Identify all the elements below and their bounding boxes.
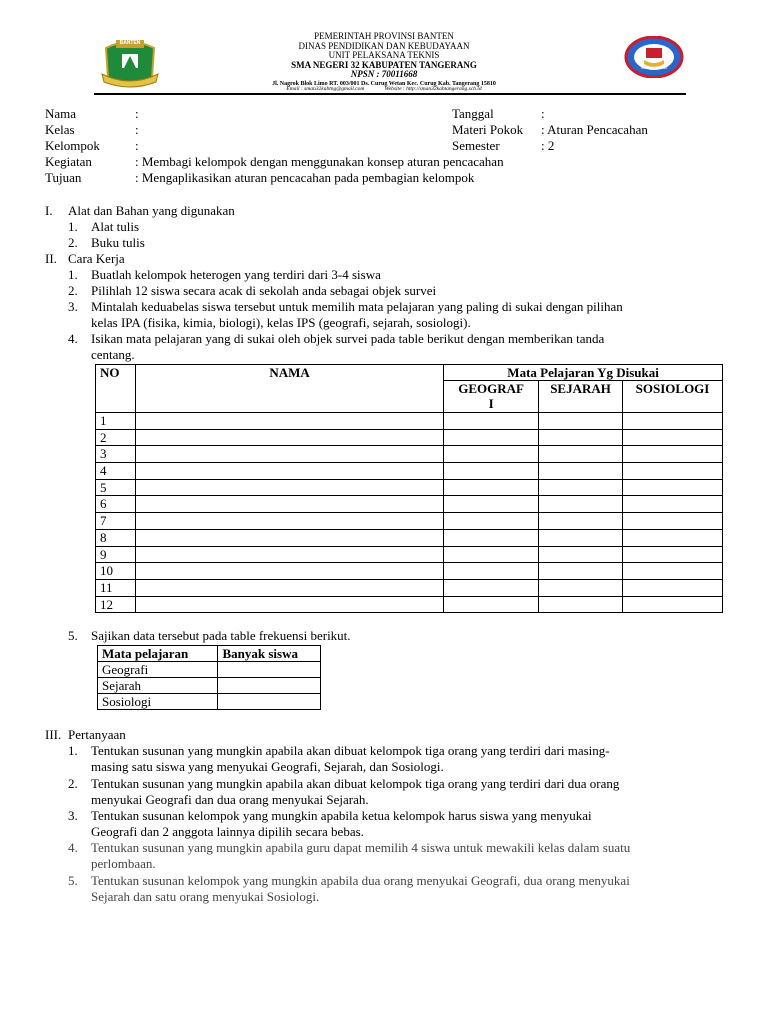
table-cell[interactable] xyxy=(623,496,723,513)
table-cell[interactable] xyxy=(135,513,443,530)
list-number: 2. xyxy=(68,235,78,250)
table-row xyxy=(96,463,723,480)
table-row xyxy=(96,429,723,446)
list-item: Buku tulis xyxy=(91,235,145,250)
list-number: 1. xyxy=(68,219,78,234)
list-item: Alat tulis xyxy=(91,219,140,234)
freq-row-value[interactable] xyxy=(218,662,321,678)
table-cell[interactable] xyxy=(444,413,539,430)
colon-nama: : xyxy=(135,106,139,121)
table-cell[interactable] xyxy=(623,463,723,480)
tanggal-value: : xyxy=(541,106,545,121)
freq-row-label: Sosiologi xyxy=(98,694,218,710)
table-cell[interactable] xyxy=(444,463,539,480)
row-number: 2 xyxy=(96,429,136,446)
table-cell[interactable] xyxy=(539,513,623,530)
col-geografi-line1: GEOGRAF xyxy=(458,381,524,396)
table-cell[interactable] xyxy=(623,579,723,596)
survey-table-body xyxy=(96,413,723,613)
school-name: SMA NEGERI 32 KABUPATEN TANGERANG xyxy=(291,59,477,70)
table-cell[interactable] xyxy=(444,596,539,613)
survey-table xyxy=(95,364,723,613)
question-number: 3. xyxy=(68,808,78,823)
list-item: Mintalah keduabelas siswa tersebut untuk memilih mata pelajaran yang paling di sukai dengan pilihan xyxy=(91,299,623,314)
table-row xyxy=(96,413,723,430)
label-tujuan: Tujuan xyxy=(45,170,82,185)
row-number: 1 xyxy=(96,413,136,430)
letterhead xyxy=(0,32,768,88)
row-number: 11 xyxy=(96,579,136,596)
row-number: 6 xyxy=(96,496,136,513)
col-mapel: Mata Pelajaran Yg Disukai xyxy=(444,365,723,381)
table-cell[interactable] xyxy=(444,529,539,546)
section1-number: I. xyxy=(45,203,53,218)
label-nama: Nama xyxy=(45,106,77,121)
table-cell[interactable] xyxy=(539,446,623,463)
col-sosiologi: SOSIOLOGI xyxy=(623,381,723,413)
row-number: 9 xyxy=(96,546,136,563)
question-3: Tentukan susunan kelompok yang mungkin apabila ketua kelompok harus siswa yang menyukai xyxy=(91,808,592,823)
list-item: Pilihlah 12 siswa secara acak di sekolah anda sebagai objek survei xyxy=(91,283,437,298)
header-line2: DINAS PENDIDIKAN DAN KEBUDAYAAN xyxy=(298,40,470,51)
table-cell[interactable] xyxy=(539,546,623,563)
question-1: Tentukan susunan yang mungkin apabila akan dibuat kelompok tiga orang yang terdiri dari masing- xyxy=(91,743,610,758)
section3-number: III. xyxy=(45,727,62,742)
table-cell[interactable] xyxy=(539,529,623,546)
label-kegiatan: Kegiatan xyxy=(45,154,92,169)
question-4-cont: perlombaan. xyxy=(91,856,156,871)
list-item: Sajikan data tersebut pada table frekuensi berikut. xyxy=(91,628,351,643)
logo-right-text: SMA NEGERI 32 xyxy=(640,66,668,70)
table-cell[interactable] xyxy=(444,479,539,496)
materi-value: : Aturan Pencacahan xyxy=(541,122,648,137)
section3-title: Pertanyaan xyxy=(68,727,126,742)
table-row xyxy=(96,513,723,530)
label-semester: Semester xyxy=(452,138,500,153)
table-cell[interactable] xyxy=(539,413,623,430)
table-cell[interactable] xyxy=(623,546,723,563)
table-cell[interactable] xyxy=(444,513,539,530)
question-3-cont: Geografi dan 2 anggota lainnya dipilih secara bebas. xyxy=(91,824,364,839)
table-cell[interactable] xyxy=(539,596,623,613)
col-nama: NAMA xyxy=(135,365,443,413)
col-no: NO xyxy=(96,365,136,413)
tujuan-value: : Mengaplikasikan aturan pencacahan pada pembagian kelompok xyxy=(135,170,475,185)
table-cell[interactable] xyxy=(135,546,443,563)
freq-row-label: Sejarah xyxy=(98,678,218,694)
table-cell[interactable] xyxy=(539,563,623,580)
table-cell[interactable] xyxy=(623,563,723,580)
label-tanggal: Tanggal xyxy=(452,106,494,121)
label-kelompok: Kelompok xyxy=(45,138,100,153)
col-banyak-siswa: Banyak siswa xyxy=(218,646,321,662)
table-cell[interactable] xyxy=(539,429,623,446)
table-cell[interactable] xyxy=(539,479,623,496)
section1-title: Alat dan Bahan yang digunakan xyxy=(68,203,235,218)
col-geografi xyxy=(444,381,539,413)
table-cell[interactable] xyxy=(623,529,723,546)
row-number: 5 xyxy=(96,479,136,496)
table-cell[interactable] xyxy=(444,429,539,446)
table-cell[interactable] xyxy=(623,429,723,446)
table-cell[interactable] xyxy=(444,446,539,463)
semester-value: : 2 xyxy=(541,138,555,153)
table-row xyxy=(96,596,723,613)
question-4: Tentukan susunan yang mungkin apabila guru dapat memilih 4 siswa untuk mewakili kelas dalam suatu xyxy=(91,840,631,855)
colon-kelompok: : xyxy=(135,138,139,153)
list-number: 3. xyxy=(68,299,78,314)
table-cell[interactable] xyxy=(444,563,539,580)
list-number: 4. xyxy=(68,331,78,346)
question-2: Tentukan susunan yang mungkin apabila akan dibuat kelompok tiga orang yang terdiri dari dua orang xyxy=(91,776,620,791)
table-cell[interactable] xyxy=(539,463,623,480)
row-number: 10 xyxy=(96,563,136,580)
question-5: Tentukan susunan kelompok yang mungkin apabila dua orang menyukai Geografi, dua orang menyukai xyxy=(91,873,630,888)
table-cell[interactable] xyxy=(623,413,723,430)
freq-row-label: Geografi xyxy=(98,662,218,678)
list-item-cont: centang. xyxy=(91,347,135,362)
table-cell[interactable] xyxy=(623,479,723,496)
question-number: 1. xyxy=(68,743,78,758)
table-cell[interactable] xyxy=(539,579,623,596)
colon-kelas: : xyxy=(135,122,139,137)
table-cell[interactable] xyxy=(623,446,723,463)
list-number: 5. xyxy=(68,628,78,643)
list-item: Isikan mata pelajaran yang di sukai oleh objek survei pada table berikut dengan memberikan tanda xyxy=(91,331,605,346)
table-row xyxy=(96,496,723,513)
list-item-cont: kelas IPA (fisika, kimia, biologi), kelas IPS (geografi, sejarah, sosiologi). xyxy=(91,315,471,330)
website: Website : http://sman32kabtangerang.sch.id xyxy=(384,86,482,92)
table-row xyxy=(96,446,723,463)
col-mata-pelajaran: Mata pelajaran xyxy=(98,646,218,662)
row-number: 7 xyxy=(96,513,136,530)
row-number: 12 xyxy=(96,596,136,613)
table-cell[interactable] xyxy=(135,596,443,613)
question-5-cont: Sejarah dan satu orang menyukai Sosiologi. xyxy=(91,889,320,904)
list-number: 1. xyxy=(68,267,78,282)
question-number: 2. xyxy=(68,776,78,791)
logo-left-text: BANTEN xyxy=(119,40,141,46)
table-row xyxy=(96,479,723,496)
question-number: 5. xyxy=(68,873,78,888)
list-item: Buatlah kelompok heterogen yang terdiri dari 3-4 siswa xyxy=(91,267,381,282)
table-cell[interactable] xyxy=(135,563,443,580)
table-cell[interactable] xyxy=(135,446,443,463)
npsn: NPSN : 70011668 xyxy=(350,69,418,79)
table-cell[interactable] xyxy=(444,579,539,596)
question-1-cont: masing satu siswa yang menyukai Geografi, Sejarah, dan Sosiologi. xyxy=(91,759,444,774)
table-cell[interactable] xyxy=(135,496,443,513)
freq-row-value[interactable] xyxy=(218,678,321,694)
table-cell[interactable] xyxy=(444,496,539,513)
section2-number: II. xyxy=(45,251,57,266)
header-divider xyxy=(94,93,686,95)
list-number: 2. xyxy=(68,283,78,298)
section2-title: Cara Kerja xyxy=(68,251,125,266)
table-cell[interactable] xyxy=(623,513,723,530)
table-cell[interactable] xyxy=(135,429,443,446)
label-kelas: Kelas xyxy=(45,122,75,137)
row-number: 3 xyxy=(96,446,136,463)
col-geografi-line2: I xyxy=(488,396,494,411)
table-cell[interactable] xyxy=(444,546,539,563)
table-cell[interactable] xyxy=(135,579,443,596)
header-line1: PEMERINTAH PROVINSI BANTEN xyxy=(314,31,454,41)
kegiatan-value: : Membagi kelompok dengan menggunakan konsep aturan pencacahan xyxy=(135,154,504,169)
row-number: 8 xyxy=(96,529,136,546)
table-cell[interactable] xyxy=(135,463,443,480)
table-cell[interactable] xyxy=(135,529,443,546)
address: Jl. Nagrok Blok Limo RT. 003/001 Ds. Curug Wetan Kec. Curug Kab. Tangerang 15810 xyxy=(272,80,496,87)
question-number: 4. xyxy=(68,840,78,855)
contact-line xyxy=(0,83,768,93)
email: Email : sman32kabtng@gmail.com xyxy=(286,86,365,92)
table-cell[interactable] xyxy=(539,496,623,513)
table-row xyxy=(96,546,723,563)
frequency-table xyxy=(97,645,321,710)
table-cell[interactable] xyxy=(623,596,723,613)
table-row xyxy=(96,563,723,580)
question-2-cont: menyukai Geografi dan dua orang menyukai Sejarah. xyxy=(91,792,369,807)
label-materi: Materi Pokok xyxy=(452,122,524,137)
col-sejarah: SEJARAH xyxy=(539,381,623,413)
table-cell[interactable] xyxy=(135,479,443,496)
row-number: 4 xyxy=(96,463,136,480)
table-row xyxy=(96,529,723,546)
freq-row-value[interactable] xyxy=(218,694,321,710)
table-row xyxy=(96,579,723,596)
table-cell[interactable] xyxy=(135,413,443,430)
header-line3: UNIT PELAKSANA TEKNIS xyxy=(328,50,440,60)
